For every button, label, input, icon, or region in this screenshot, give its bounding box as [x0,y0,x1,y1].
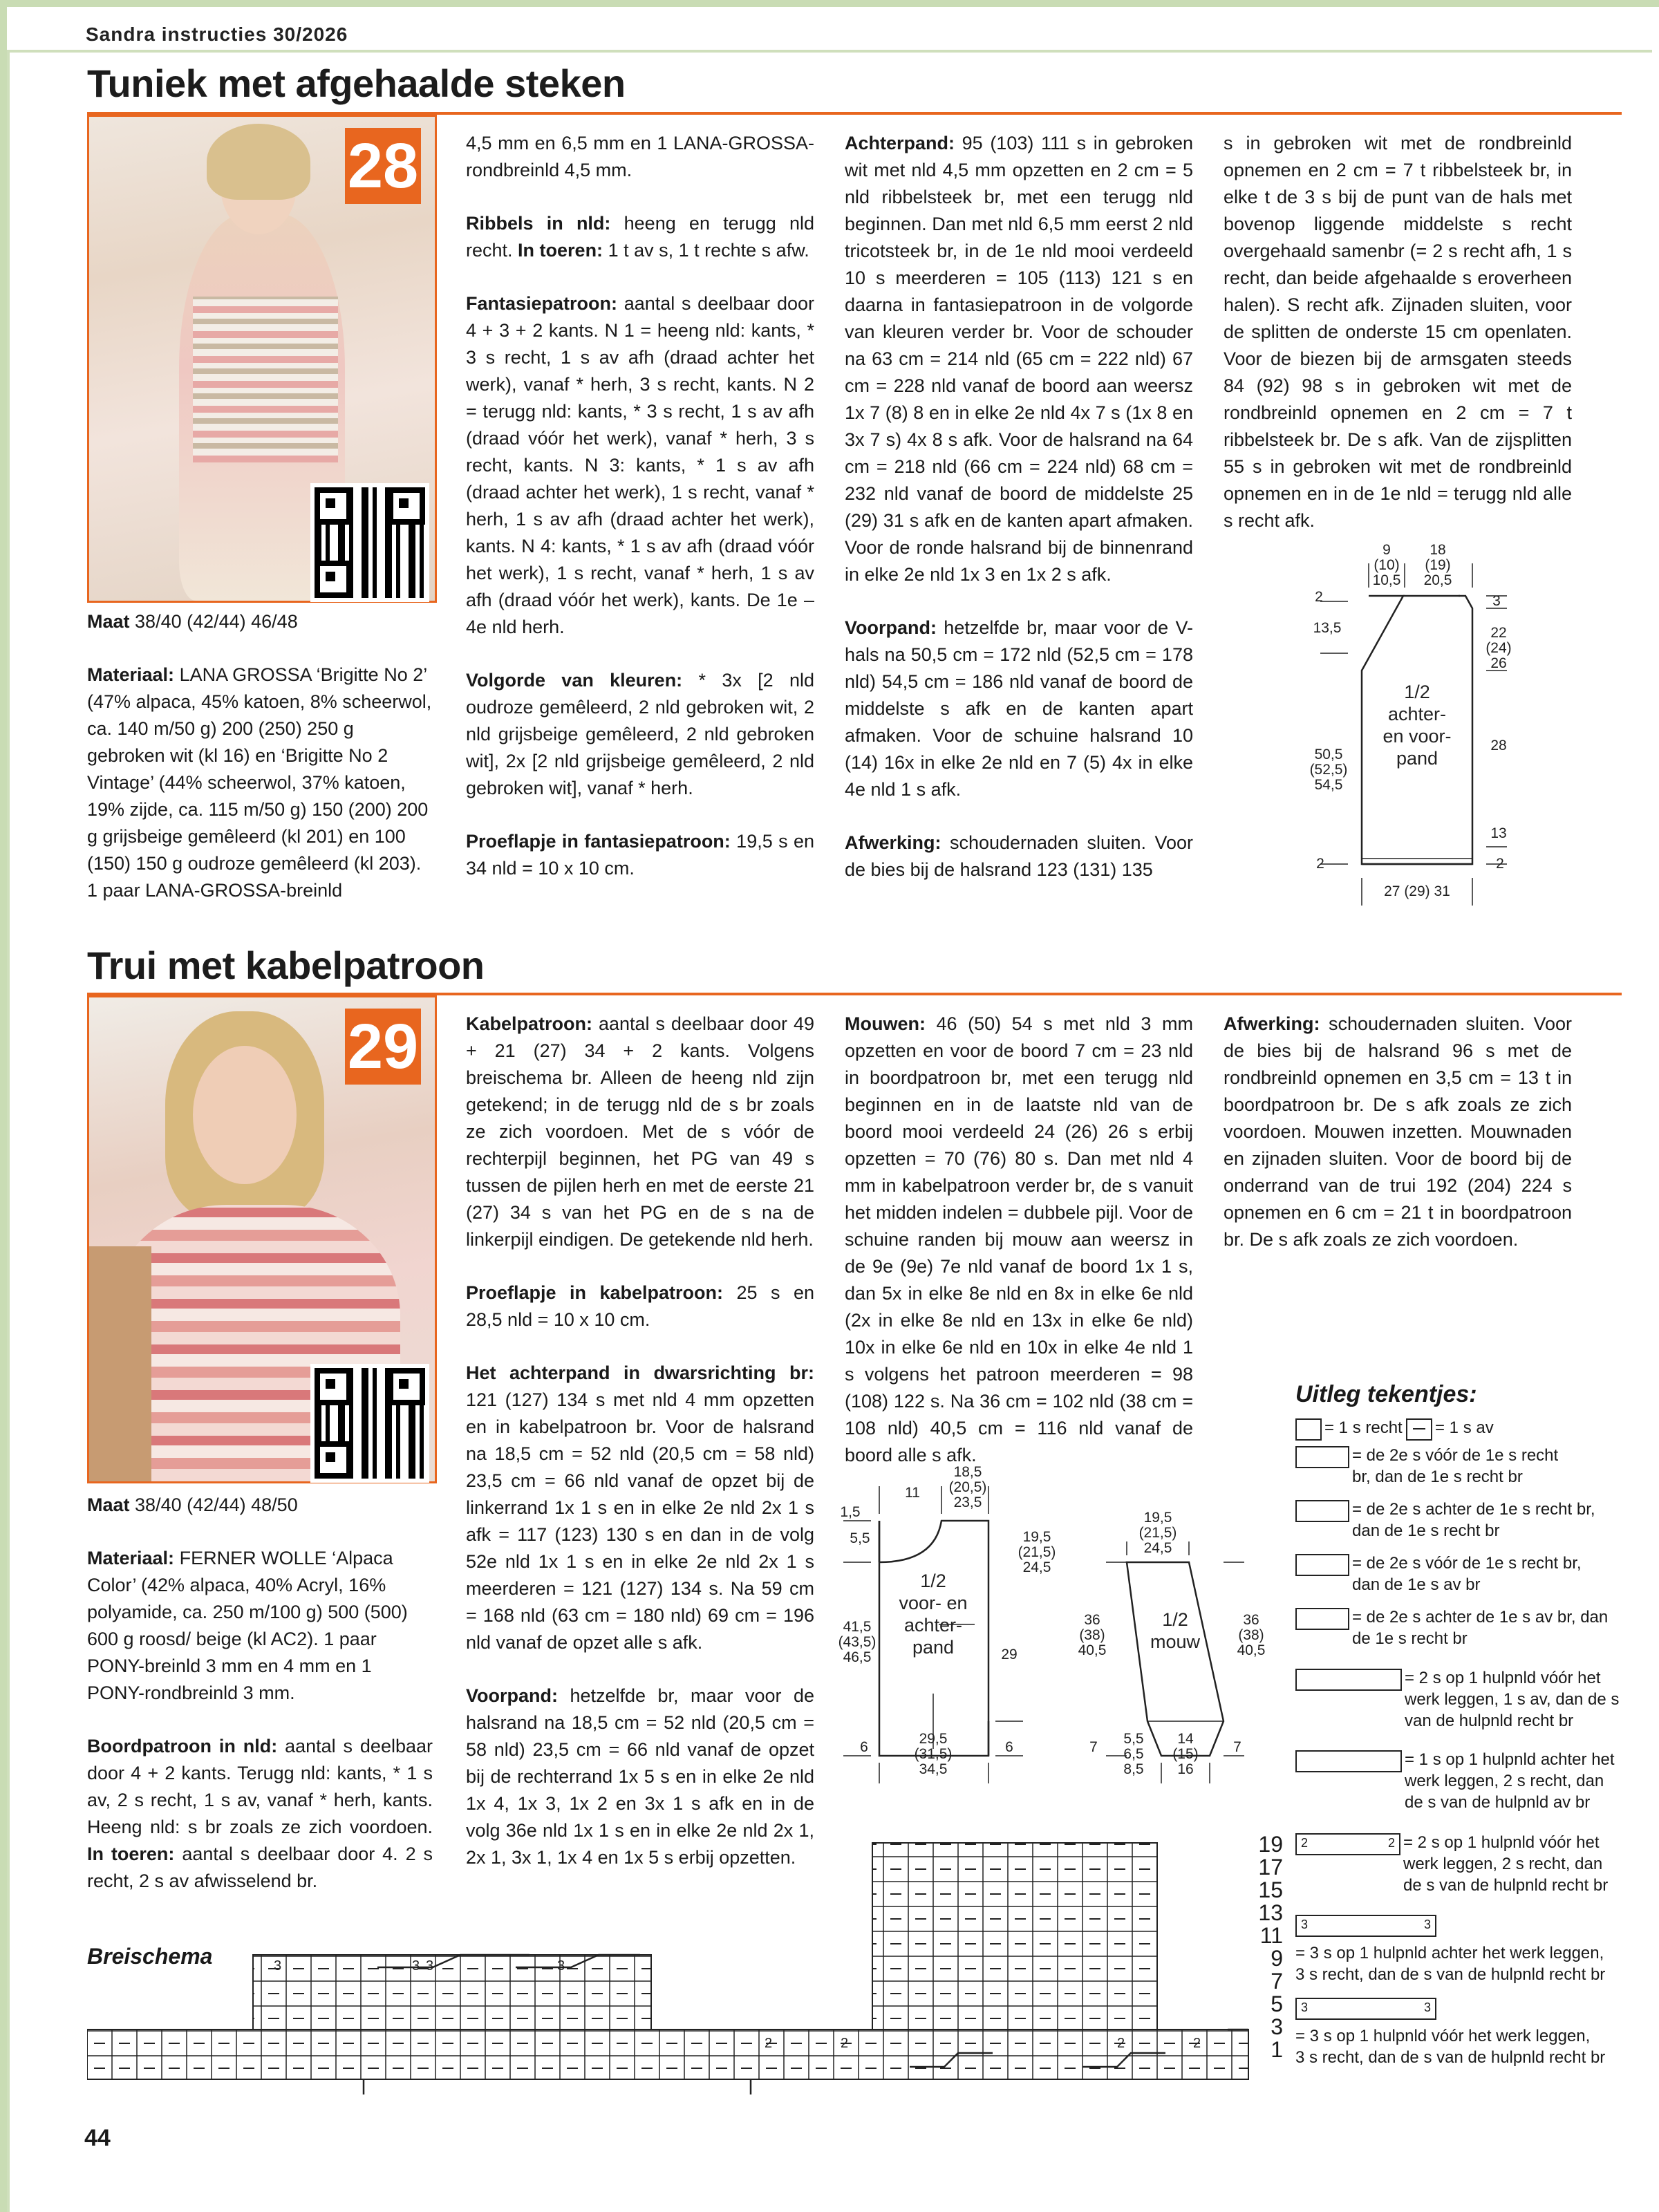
cable-number: 2 [1387,1836,1395,1850]
left-rule [7,53,10,2212]
dim-label: (21,5) [1018,1544,1056,1560]
dim-label: 36 [1243,1612,1259,1628]
materiaal-label: Materiaal: [87,664,175,685]
ribbels-toeren-text: 1 t av s, 1 t rechte s afw. [608,240,809,261]
boord-toeren-label: In toeren: [87,1844,175,1864]
dim-label: 24,5 [1022,1559,1051,1575]
dim-label: 7 [1233,1739,1241,1755]
symbol-cross-4 [1295,1608,1349,1630]
symbol-cable-8 [1295,1915,1436,1937]
cable-number: 2 [1193,2036,1201,2051]
cable-number: 2 [841,2036,849,2051]
dim-label: 3 [1492,593,1501,609]
qr-finder [315,561,352,598]
row-number: 5 [1271,1991,1283,2016]
ribbels-toeren-label: In toeren: [518,240,603,261]
piece-label: achter- [903,1615,963,1635]
piece-label: 1/2 [920,1571,946,1591]
maat-value: 38/40 (42/44) 48/50 [135,1494,298,1515]
piece-label: pand [912,1637,955,1658]
schematic-sweater-svg [836,1459,1265,1790]
dim-label: 5,5 [1123,1731,1144,1747]
legend-row: br, dan de 1e s recht br [1352,1468,1523,1486]
piece-label: mouw [1150,1631,1201,1652]
dim-label: 14 [1177,1731,1194,1747]
achterpand-text: 95 (103) 111 s in gebroken wit met nld 4,5 mm opzetten en 2 cm = 5 nld ribbelsteek br, met een terugg nld beginnen. Dan met nld 6,5 mm eerst 2 nld tricotsteek br, in de 1e nld mooi verdeeld 10 s meerderen = 105 (113) 121 s en daarna in fantasiepatroon in de volgorde van kleuren verder br. Voor de schouder na 63 cm = 214 nld (65 cm = 222 nld) 67 cm = 228 nld vanaf de boord aan weersz 1x 7 (8) 8 en in elke 2e nld 4x 7 s (1x 8 en 3x 7 s) 4x 8 s afk. Voor de halsrand na 64 cm = 218 nld (66 cm = 224 nld) 68 cm = 232 nld vanaf de boord de middelste 25 (29) 31 s afk en de kanten apart afmaken. Voor de ronde halsrand bij de binnenrand in elke 2e nld 1x 3 en 1x 2 s afk. [845,133,1193,585]
boord-label: Boordpatroon in nld: [87,1736,278,1756]
piece-label: achter- [1387,704,1447,724]
page-frame-top [0,0,1659,7]
dim-label: (38) [1238,1627,1264,1643]
mouwen-text: 46 (50) 54 s met nld 3 mm opzetten en voor de boord 7 cm = 23 nld in boordpatroon br, met een terugg nld beginnen en in de laatste nld van de boord mooi verdeeld 24 (26) 26 s erbij opzetten = 70 (76) 80 s. Dan met nld 4 mm in kabelpatroon verder br, de s vanuit het midden indelen = dubbele pijl. Voor de schuine randen bij mouw aan weersz in de 9e (9e) 7e nld vanaf de boord 1x 1 s, dan 5x in elke 8e nld en 8x in elke 6e nld (2x in elke 8e nld en 13x in elke 6e nld) 10x in elke 6e nld en 10x in elke 4e nld 1 s volgens het patroon meerderen = 98 (108) 122 s. Na 36 cm = 102 nld (38 cm = 108 nld) 40,5 cm = 116 nld vanaf de boord alle s afk. [845,1013,1193,1465]
pattern-28-col1 [87,608,433,930]
pattern-29-photo [87,995,437,1483]
afwerking-text: schoudernaden sluiten. Voor de bies bij de halsrand 96 s met de rondbreinld opnemen en 3,5 cm = 13 t in boordpatroon br. De s afk zoals ze zich voordoen. Mouwen inzetten. Mouwnaden en zijnaden sluiten. Voor de boord bij de onderrand van de trui 192 (204) 224 s opnemen en 6 cm = 21 t in boordpatroon br. De s afk zoals ze zich voordoen. [1224,1013,1572,1250]
cable-number: 3 [412,1958,420,1974]
col2-intro: 4,5 mm en 6,5 mm en 1 LANA-GROSSA-rondbreinld 4,5 mm. [466,133,814,180]
schematic-sweater [836,1459,1265,1790]
dim-label: 2 [1316,856,1324,872]
afwerking-label: Afwerking: [1224,1013,1320,1034]
cable-number: 3 [274,1958,282,1974]
legend-row: 3 s recht, dan de s van de hulpnld recht br [1295,2048,1606,2067]
symbol-cross-3 [1295,1554,1349,1576]
legend-row: = 2 s op 1 hulpnld vóór het [1405,1669,1601,1687]
chart-right-block [872,1843,1157,2030]
dim-label: 6 [860,1739,868,1755]
piece-label: 1/2 [1162,1609,1188,1630]
dim-label: 2 [1496,856,1504,872]
qr-finder [315,1441,352,1479]
row-number: 15 [1258,1877,1283,1902]
dim-label: 6 [1005,1739,1013,1755]
dim-label: 18,5 [953,1464,982,1480]
row-number: 19 [1258,1832,1283,1857]
symbol-cross-1 [1295,1446,1349,1468]
piece-label: voor- en [899,1593,968,1613]
row-number: 7 [1271,1969,1283,1994]
dim-label: 6,5 [1123,1746,1144,1762]
materiaal-text: LANA GROSSA ‘Brigitte No 2’ (47% alpaca, 45% katoen, 8% scheerwol, ca. 140 m/50 g) 200 (250) 250 g gebroken wit (kl 16) en ‘Brigitte No 2 Vintage’ (44% scheerwol, 37% katoen, 19% zijde, ca. 115 m/50 g) 150 (200) 200 g grijsbeige gemêleerd (kl 201) en 100 (150) 150 g oudroze gemêleerd (kl 203). 1 paar LANA-GROSSA-breinld [87,664,432,901]
boord-toeren-text: aantal s deelbaar door 4. 2 s recht, 2 s av afwisselend br. [87,1844,433,1891]
kabel-label: Kabelpatroon: [466,1013,593,1034]
dim-label: 13 [1490,825,1507,841]
cable-number: 3 [1301,1918,1309,1931]
dim-label: 22 [1490,625,1507,641]
legend-row: werk leggen, 2 s recht, dan [1403,1855,1603,1873]
dim-label: (24) [1485,640,1512,656]
dim-label: 1,5 [840,1504,861,1520]
voorpand-text: hetzelfde br, maar voor de V-hals na 50,5 cm = 172 nld (52,5 cm = 178 nld) 54,5 cm = 186 nld vanaf de boord de middelste s afk en de kanten apart afmaken. Voor de schuine halsrand 10 (14) 16x in elke 2e nld en 7 (5) 4x in elke 4e nld 1 s afk. [845,617,1193,800]
legend-row: = 3 s op 1 hulpnld vóór het werk leggen, [1295,2027,1591,2045]
col4-text: s in gebroken wit met de rondbreinld opnemen en 2 cm = 7 t ribbelsteek br, in elke t de 3 s bij de punt van de hals met bovenop liggende middelste s recht overgehaald samenbr (= 2 s recht afh, 1 s recht, dan beide afgehaalde s eroverheen halen). S recht afk. Zijnaden sluiten, voor de splitten de onderste 15 cm openlaten. Voor de biezen bij de armsgaten steeds 84 (92) 98 s in gebroken wit met de rondbreinld opnemen en 2 cm = 7 t ribbelsteek br. De s afk. Van de zijsplitten 55 s in gebroken wit met de rondbreinld opnemen en in de 1e nld = terugg nld alle s recht afk. [1224,133,1572,531]
legend-row: = 1 s op 1 hulpnld achter het [1405,1750,1615,1769]
boord-text: aantal s deelbaar door 4 + 2 kants. Terugg nld: kants, * 1 s av, 2 s recht, 1 s av, vanaf * herh, kants. Heeng nld: s br zoals ze zich voordoen. [87,1736,433,1837]
pattern-badge-29: 29 [345,1009,421,1085]
dim-label: 23,5 [953,1494,982,1510]
voorpand-text: hetzelfde br, maar voor de halsrand na 18,5 cm = 52 nld (20,5 cm = 58 nld) 23,5 cm = 66 nld vanaf de opzet bij de rechterrand 1x 5 s en in elke 2e nld 1x 4, 1x 3, 1x 2 en 3x 1 s afk en in de volg 36e nld 1x 1 s en in elke 2e nld 2x 1, 2x 1, 3x 1, 1x 4 en 1x 5 s erbij opzetten. [466,1685,814,1868]
chart-left-block [253,1955,651,2030]
legend-row: dan de 1e s av br [1352,1575,1481,1594]
chart-base-rows [87,2030,1248,2079]
dim-label: 7 [1089,1739,1098,1755]
legend-row: van de hulpnld recht br [1405,1712,1574,1730]
pattern-badge-28: 28 [345,128,421,204]
dim-label: (20,5) [948,1479,987,1495]
proef-text: 19,5 s en 34 nld = 10 x 10 cm. [466,831,814,879]
cable-number: 2 [1301,1836,1309,1850]
dim-label: 11 [905,1485,920,1501]
dim-label: (19) [1425,557,1451,573]
voorpand-label: Voorpand: [845,617,937,638]
dim-label: 40,5 [1078,1642,1107,1658]
schematic-tunic [1300,539,1535,912]
ribbels-label: Ribbels in nld: [466,213,611,234]
cable-number: 3 [557,1958,565,1974]
piece-label: en voor- [1382,726,1452,747]
symbol-cable-6 [1295,1750,1402,1772]
legend-row: 3 s recht, dan de s van de hulpnld recht br [1295,1965,1606,1984]
qr-finder [388,487,425,525]
page-number: 44 [84,2125,111,2151]
dim-label: 26 [1490,655,1507,671]
mouwen-label: Mouwen: [845,1013,926,1034]
proef-text: 25 s en 28,5 nld = 10 x 10 cm. [466,1282,814,1330]
pattern-28-photo [87,115,437,603]
knitting-chart [87,1832,1255,2094]
header-rule [7,50,1652,53]
qr-finder [388,1368,425,1405]
dim-label: 24,5 [1143,1540,1172,1556]
legend-row: werk leggen, 1 s av, dan de s [1405,1690,1620,1709]
cable-number: 3 [1423,2000,1431,2014]
dim-label: (52,5) [1309,762,1348,778]
dim-label: 27 (29) 31 [1384,883,1450,899]
row-number: 17 [1258,1855,1283,1880]
dim-label: 29 [1001,1647,1018,1662]
symbol-cross-2 [1295,1500,1349,1522]
pattern-28-col3 [845,130,1193,910]
legend-row: de s van de hulpnld av br [1405,1793,1591,1812]
dim-label: (15) [1172,1746,1199,1762]
schematic-tunic-svg [1300,539,1535,912]
pattern-29-title: Trui met kabelpatroon [87,944,485,987]
row-number: 3 [1271,2014,1283,2039]
legend-row: = de 2e s achter de 1e s av br, dan [1352,1608,1609,1627]
achterpand-label: Het achterpand in dwarsrichting br: [466,1362,814,1383]
volgorde-label: Volgorde van kleuren: [466,670,683,691]
legend-row: = de 2e s vóór de 1e s recht [1352,1446,1559,1465]
qr-finder [315,1368,352,1405]
legend-row: werk leggen, 2 s recht, dan [1405,1772,1604,1790]
dim-label: 46,5 [843,1649,872,1665]
dim-label: 8,5 [1123,1761,1144,1777]
fantasie-label: Fantasiepatroon: [466,293,618,314]
maat-label: Maat [87,611,130,632]
dim-label: 2 [1315,589,1323,605]
dim-label: 40,5 [1237,1642,1265,1658]
materiaal-text: FERNER WOLLE ‘Alpaca Color’ (42% alpaca, 40% Acryl, 16% polyamide, ca. 250 m/100 g) 500 (500) 600 g roosd/ beige (kl AC2). 1 paar PONY-breinld 3 mm en 4 mm en 1 PONY-rondbreinld 3 mm. [87,1548,408,1703]
maat-value: 38/40 (42/44) 46/48 [135,611,298,632]
voorpand-label: Voorpand: [466,1685,558,1706]
dim-label: 20,5 [1423,572,1452,588]
fantasie-text: aantal s deelbaar door 4 + 3 + 2 kants. N 1 = heeng nld: kants, * 3 s recht, 1 s av afh (draad achter het werk), vanaf * herh, 3 s recht, kants. N 2 = terugg nld: kants, * 3 s recht, 1 s av afh (draad vóór het werk), vanaf * herh, 3 s recht, kants. N 3: kants, * 1 s av afh (draad achter het werk), 1 s recht, vanaf * herh, 1 s av afh (draad achter het werk), kants. N 4: kants, * 1 s av afh (draad vóór het werk), 1 s recht, vanaf * herh, 1 s av afh (draad vóór het werk), kants. De 1e – 4e nld herh. [466,293,814,637]
legend-title: Uitleg tekentjes: [1295,1381,1477,1407]
row-number: 11 [1259,1923,1283,1948]
pattern-29-col3 [845,1011,1193,1495]
pattern-28-title: Tuniek met afgehaalde steken [87,62,626,105]
symbol-cable-9 [1295,1998,1436,2020]
proef-label: Proeflapje in kabelpatroon: [466,1282,723,1303]
cable-number: 2 [765,2036,773,2051]
symbol-cable-7 [1295,1833,1400,1855]
qr-finder [315,487,352,525]
afwerking-text: schoudernaden sluiten. Voor de bies bij de halsrand 123 (131) 135 [845,832,1193,880]
dim-label: 41,5 [843,1619,872,1635]
cable-number: 3 [426,1958,434,1974]
legend-row: = de 2e s achter de 1e s recht br, [1352,1500,1595,1519]
pattern-28-col2 [466,130,814,908]
proef-label: Proeflapje in fantasiepatroon: [466,831,731,852]
legend-purl: = 1 s av [1435,1418,1494,1437]
dim-label: 10,5 [1372,572,1401,588]
dim-label: 19,5 [1143,1510,1172,1526]
volgorde-text: * 3x [2 nld oudroze gemêleerd, 2 nld gebroken wit, 2 nld grijsbeige gemêleerd, 2 nld gebroken wit], 2x [2 nld grijsbeige gemêleerd, 2 nld gebroken wit], vanaf * herh. [466,670,814,798]
symbol-cable-5 [1295,1669,1402,1691]
cable-number: 2 [1117,2036,1125,2051]
legend-row: = 3 s op 1 hulpnld achter het werk leggen, [1295,1944,1604,1962]
magazine-issue-label: Sandra instructies 30/2026 [86,24,348,45]
pattern-29-col2 [466,1011,814,1897]
kabel-text: aantal s deelbaar door 49 + 21 (27) 34 + 2 kants. Volgens breischema br. Alleen de heeng nld zijn getekend; in de terugg nld de s br zoals ze zich voordoen. Met de s vóór de rechterpijl beginnen, het PG van 49 s tussen de pijlen herh en met de eerste 21 (27) 34 s van het PG en de s na de linkerpijl eindigen. De getekende nld herh. [466,1013,814,1250]
legend-knit: = 1 s recht [1324,1418,1403,1437]
dim-label: 29,5 [919,1731,948,1747]
dim-label: 5,5 [850,1530,870,1546]
chart-row-numbers [1255,1833,1283,2061]
legend-row: = de 2e s vóór de 1e s recht br, [1352,1554,1582,1573]
pattern-28-col4 [1224,130,1572,561]
achterpand-label: Achterpand: [845,133,955,153]
knit-tunic [193,297,338,462]
legend-row: de s van de hulpnld recht br [1403,1876,1609,1895]
legend-row: de 1e s recht br [1352,1629,1468,1648]
dim-label: (38) [1079,1627,1105,1643]
dim-label: 16 [1177,1761,1194,1777]
qr-code-28[interactable] [310,483,429,602]
symbol-knit [1295,1418,1322,1441]
piece-label: pand [1396,748,1438,769]
dim-label: 28 [1490,738,1507,753]
row-number: 1 [1271,2037,1283,2062]
dim-label: 54,5 [1314,777,1343,793]
afwerking-label: Afwerking: [845,832,941,853]
row-number: 13 [1258,1900,1283,1925]
ribbels-text: heeng en terugg nld recht. [466,213,814,261]
dim-label: 9 [1382,542,1391,558]
dim-label: 13,5 [1313,620,1342,636]
qr-pattern [315,487,425,598]
dim-label: 34,5 [919,1761,948,1777]
materiaal-label: Materiaal: [87,1548,175,1568]
symbol-purl [1406,1418,1432,1441]
piece-label: 1/2 [1404,682,1430,702]
handbag [89,1246,151,1481]
maat-label: Maat [87,1494,130,1515]
cable-number: 3 [1423,1918,1431,1931]
qr-code-29[interactable] [310,1364,429,1483]
row-number: 9 [1271,1946,1283,1971]
pattern-29-col4 [1224,1011,1572,1280]
achterpand-text: 121 (127) 134 s met nld 4 mm opzetten en in kabelpatroon br. Voor de halsrand na 18,5 cm = 52 nld (20,5 cm = 58 nld) 23,5 cm = 66 nld vanaf de opzet bij de linkerrand 1x 1 s en in elke 2e nld 2x 1 s afk = 117 (123) 130 s en dan in de volg 52e nld 1x 1 s en in elke 2e nld 2x 1 s meerderen = 121 (127) 134 s. Na 59 cm = 168 nld (63 cm = 180 nld) 69 cm = 196 nld vanaf de opzet alle s afk. [466,1389,814,1653]
model-head [193,1046,297,1184]
sleeve-outline [1127,1562,1224,1756]
dim-label: (31,5) [914,1746,953,1762]
model-hair [207,124,310,200]
breischema-label: Breischema [87,1944,213,1969]
qr-pattern [315,1368,425,1479]
dim-label: 18 [1430,542,1446,558]
cable-number: 3 [1301,2000,1309,2014]
legend-row: dan de 1e s recht br [1352,1521,1500,1540]
dim-label: 19,5 [1022,1529,1051,1545]
knitting-chart-svg [87,1832,1255,2094]
page-frame-left [0,0,7,2212]
dim-label: (10) [1374,557,1400,573]
dim-label: 50,5 [1314,747,1343,762]
legend-row: = 2 s op 1 hulpnld vóór het [1403,1833,1600,1852]
dim-label: (21,5) [1138,1525,1177,1541]
dim-label: 36 [1084,1612,1100,1628]
dim-label: (43,5) [838,1634,877,1650]
